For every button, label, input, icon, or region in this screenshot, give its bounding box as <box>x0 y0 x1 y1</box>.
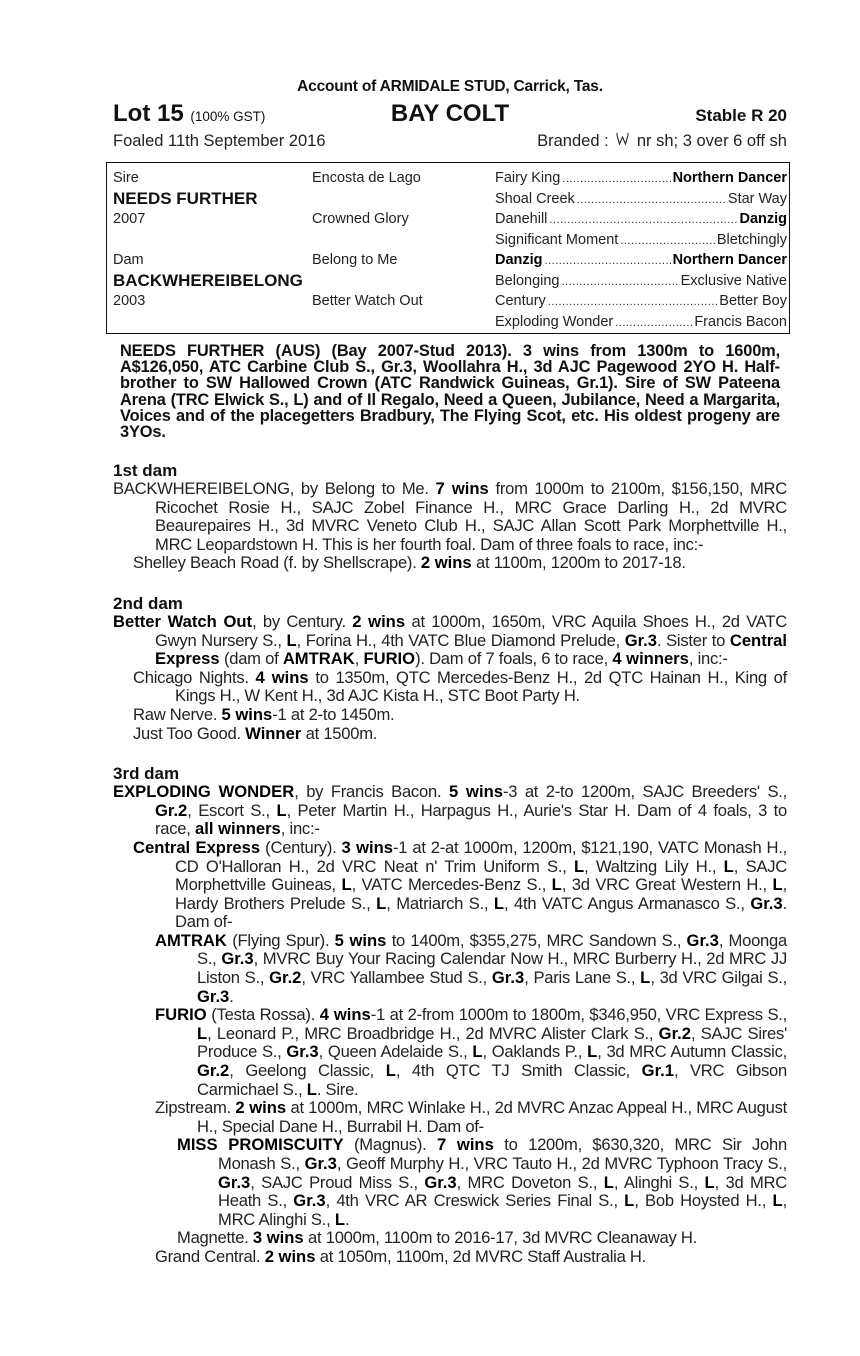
bold-text: L <box>376 893 387 913</box>
text-segment: to 1200m, $630,320, MRC Sir John Monash S., <box>218 1135 787 1173</box>
bold-text: Winner <box>245 723 302 743</box>
family-entry <box>113 480 787 554</box>
bold-text: L <box>472 1042 483 1062</box>
bold-text: 2 wins <box>352 611 406 631</box>
section-heading: 1st dam <box>113 461 178 480</box>
bold-text: Gr.3 <box>218 1172 251 1192</box>
bold-text: L <box>640 968 651 988</box>
text-segment: from 1000m to 2100m, $156,150, MRC Ricochet Rosie H., SAJC Zobel Finance H., MRC Grace Darling H., 2d MVRC Beaurepaires H., 3d MVRC Veneto Club H., SAJC Allan Scott Park Morphettville H., MRC Leopardstown H. This is her fourth foal. Dam of three foals to race, inc:- <box>155 479 787 554</box>
bold-text: 3 wins <box>252 1228 304 1248</box>
ancestor-sire: Star Way <box>727 190 787 207</box>
bold-text: FURIO <box>363 649 416 669</box>
bold-text: 7 wins <box>436 1135 494 1155</box>
bold-text: EXPLODING WONDER <box>113 782 295 802</box>
text-segment: , Moonga S., <box>197 930 787 969</box>
bold-text: 4 winners <box>612 649 689 669</box>
text-segment: , Bob Hoysted H., <box>634 1191 773 1211</box>
sire-year: 2007 <box>113 211 146 227</box>
family-entry <box>113 554 787 573</box>
foaled-date: Foaled 11th September 2016 <box>113 132 326 150</box>
bold-text: Gr.3 <box>624 630 657 650</box>
ancestor-sire: Bletchingly <box>716 231 787 248</box>
third-gen-ancestor <box>495 230 787 251</box>
third-gen-ancestor <box>495 209 787 230</box>
horse-description: BAY COLT <box>390 100 510 127</box>
sire-summary: NEEDS FURTHER (AUS) (Bay 2007-Stud 2013). 3 wins from 1300m to 1600m, A$126,050, ATC Carbine Club S., Gr.3, Woollahra H., 3d AJC Pagewood 2YO H. Half-brother to SW Hallowed Crown (ATC Randwick Guineas, Gr.1). Sire of SW Pateena Arena (TRC Elwick S., L) and of Il Regalo, Need a Queen, Jubilance, Need a Margarita, Voices and of the placegetters Bradbury, The Flying Scot, etc. His oldest progeny are 3YOs. <box>120 342 780 442</box>
bold-text: L <box>574 856 585 876</box>
sire-dam: Crowned Glory <box>312 211 409 227</box>
bold-text: L <box>286 630 297 650</box>
third-gen-ancestor <box>495 312 787 333</box>
text-segment: , SAJC Sires' Produce S., <box>197 1023 787 1062</box>
text-segment: , VRC Yallambee Stud S., <box>301 968 492 988</box>
ancestor-name: Danzig <box>495 252 543 268</box>
text-segment: . Sister to <box>657 630 730 650</box>
vendor-account: Account of ARMIDALE STUD, Carrick, Tas. <box>297 78 603 95</box>
family-entry <box>113 1006 787 1099</box>
ancestor-name: Shoal Creek <box>495 190 575 207</box>
ancestor-sire: Better Boy <box>719 293 787 309</box>
bold-text: 2 wins <box>420 553 472 573</box>
ancestor-sire: Northern Dancer <box>672 252 787 268</box>
text-segment: to 1350m, QTC Mercedes-Benz H., 2d QTC Hainan H., King of Kings H., W Kent H., 3d AJC Kista H., STC Boot Party H. <box>175 667 787 706</box>
text-segment: , inc:- <box>688 649 728 669</box>
dam-section <box>113 764 787 1266</box>
bold-text: Gr.3 <box>686 930 719 950</box>
text-segment: , VRC Gibson Carmichael S., <box>197 1061 787 1099</box>
bold-text: MISS PROMISCUITY <box>177 1135 344 1155</box>
text-segment: -1 at 2-at 1000m, 1200m, $121,190, VATC Monash H., CD O'Halloran H., 2d VRC Neat n' Trim Uniform S., <box>175 837 787 876</box>
text-segment: BACKWHEREIBELONG, by Belong to Me. <box>113 479 436 498</box>
text-segment: , SAJC Proud Miss S., <box>250 1172 425 1192</box>
bold-text: Gr.2 <box>155 800 188 820</box>
family-entry <box>113 839 787 932</box>
ancestor-sire: Francis Bacon <box>694 313 787 330</box>
gst-note: (100% GST) <box>190 109 266 124</box>
bold-text: L <box>587 1042 598 1062</box>
bold-text: AMTRAK <box>282 649 355 669</box>
text-segment: Raw Nerve. <box>133 704 222 724</box>
dot-leader <box>577 189 726 211</box>
ancestor-sire: Danzig <box>739 211 787 227</box>
bold-text: Gr.2 <box>197 1061 230 1081</box>
bold-text: 3 wins <box>341 837 393 857</box>
text-segment: . <box>344 1209 350 1229</box>
bold-text: 5 wins <box>221 704 273 724</box>
brand-info <box>537 128 787 154</box>
bold-text: Gr.3 <box>221 949 254 969</box>
text-segment: , 4th VRC AR Creswick Series Final S., <box>325 1191 625 1211</box>
bold-text: Gr.1 <box>641 1061 674 1081</box>
third-gen-ancestor <box>495 250 787 271</box>
text-segment: to 1400m, $355,275, MRC Sandown S., <box>386 930 687 950</box>
text-segment: , Escort S., <box>187 800 277 820</box>
lot-line <box>113 100 787 128</box>
dot-leader <box>545 250 671 272</box>
text-segment: Magnette. <box>177 1228 253 1248</box>
bold-text: Gr.3 <box>286 1042 319 1062</box>
dot-leader <box>615 312 692 334</box>
text-segment: . Dam of- <box>175 893 787 932</box>
text-segment: at 1050m, 1100m, 2d MVRC Staff Australia H. <box>315 1246 647 1266</box>
pedigree-table <box>106 162 790 334</box>
family-entry <box>113 783 787 839</box>
family-entry <box>113 1229 787 1248</box>
text-segment: , SAJC Morphettville Guineas, <box>175 856 787 895</box>
bold-text: Gr.2 <box>269 968 302 988</box>
bold-text: 4 wins <box>319 1005 371 1025</box>
third-gen-ancestor <box>495 189 787 210</box>
brand-mark-icon <box>616 128 629 154</box>
dot-leader <box>620 230 715 252</box>
foaled-line <box>113 128 787 154</box>
dot-leader <box>549 209 737 231</box>
dot-leader <box>562 271 679 293</box>
text-segment: (dam of <box>219 649 283 669</box>
bold-text: L <box>704 1172 715 1192</box>
sire-label: Sire <box>113 170 139 186</box>
text-segment: (Testa Rossa). <box>206 1005 320 1025</box>
dam-section <box>113 594 787 743</box>
bold-text: 7 wins <box>435 479 489 498</box>
text-segment: , by Francis Bacon. <box>294 782 449 802</box>
bold-text: Better Watch Out <box>113 611 253 631</box>
bold-text: L <box>334 1209 345 1229</box>
text-segment: , Geoff Murphy H., VRC Tauto H., 2d MVRC Typhoon Tracy S., <box>336 1154 787 1173</box>
pedigree-grid <box>113 168 785 332</box>
branded-detail: nr sh; 3 over 6 off sh <box>636 132 787 150</box>
text-segment: Grand Central. <box>155 1246 265 1266</box>
text-segment: , Matriarch S., <box>386 893 494 913</box>
dam-label: Dam <box>113 252 144 268</box>
text-segment: , <box>354 649 364 669</box>
dam-name: BACKWHEREIBELONG <box>113 270 303 290</box>
text-segment: at 1000m, 1650m, VRC Aquila Shoes H., 2d VATC Gwyn Nursery S., <box>155 611 787 650</box>
text-segment: (Century). <box>260 837 342 857</box>
text-segment: , Forina H., 4th VATC Blue Diamond Prelude, <box>296 630 625 650</box>
bold-text: L <box>385 1061 396 1081</box>
bold-text: L <box>772 1191 783 1211</box>
text-segment: , Hardy Brothers Prelude S., <box>175 875 787 913</box>
bold-text: L <box>493 893 505 913</box>
ancestor-name: Danehill <box>495 211 548 227</box>
dot-leader <box>562 168 670 190</box>
text-segment: at 1500m. <box>301 723 378 743</box>
bold-text: L <box>276 800 287 820</box>
dam-section <box>113 461 787 573</box>
ancestor-name: Belonging <box>495 272 560 289</box>
family-sections <box>113 461 787 1288</box>
text-segment: , Alinghi S., <box>613 1172 705 1192</box>
text-segment: , MVRC Buy Your Racing Calendar Now H., MRC Burberry H., 2d MRC JJ Liston S., <box>197 949 787 988</box>
text-segment: Chicago Nights. <box>133 667 256 687</box>
bold-text: L <box>341 875 352 895</box>
lot-label: Lot 15 <box>113 100 184 127</box>
bold-text: L <box>306 1079 317 1099</box>
text-segment: , inc:- <box>280 819 320 839</box>
bold-text: L <box>772 875 783 895</box>
ancestor-name: Fairy King <box>495 170 561 186</box>
text-segment: Zipstream. <box>155 1098 236 1118</box>
third-gen-ancestor <box>495 271 787 292</box>
text-segment: -1 at 2-to 1450m. <box>272 704 395 724</box>
family-entry <box>113 706 787 725</box>
text-segment: , 4th QTC TJ Smith Classic, <box>395 1061 642 1081</box>
text-segment: , 4th VATC Angus Armanasco S., <box>504 893 751 913</box>
text-segment: , 3d MRC Heath S., <box>218 1172 788 1211</box>
text-segment: Shelley Beach Road (f. by Shellscrape). <box>133 553 421 573</box>
bold-text: Gr.3 <box>424 1172 457 1192</box>
bold-text: L <box>551 875 562 895</box>
text-segment: , 3d MRC Autumn Classic, <box>597 1042 787 1062</box>
text-segment: , MRC Doveton S., <box>456 1172 604 1192</box>
dam-sire: Belong to Me <box>312 252 398 268</box>
bold-text: Gr.3 <box>304 1154 337 1173</box>
bold-text: 2 wins <box>235 1098 287 1118</box>
bold-text: Central Express <box>155 630 788 669</box>
bold-text: all winners <box>195 819 281 839</box>
bold-text: L <box>197 1023 208 1043</box>
section-heading: 3rd dam <box>113 764 180 784</box>
family-entry <box>113 1136 787 1229</box>
bold-text: FURIO <box>155 1005 207 1025</box>
text-segment: , Geelong Classic, <box>229 1061 386 1081</box>
bold-text: 5 wins <box>448 782 503 802</box>
text-segment: , 3d VRC Gilgai S., <box>650 968 787 988</box>
text-segment: , 3d VRC Great Western H., <box>561 875 773 895</box>
bold-text: 4 wins <box>255 667 309 687</box>
third-gen-ancestor <box>495 168 787 189</box>
text-segment: at 1000m, 1100m to 2016-17, 3d MVRC Cleanaway H. <box>303 1228 697 1248</box>
family-entry <box>113 725 787 744</box>
section-heading: 2nd dam <box>113 593 183 613</box>
text-segment: . <box>229 986 234 1006</box>
text-segment: , Leonard P., MRC Broadbridge H., 2d MVRC Alister Clark S., <box>207 1023 659 1043</box>
ancestor-sire: Exclusive Native <box>680 272 787 289</box>
bold-text: Gr.3 <box>293 1191 326 1211</box>
text-segment: , Peter Martin H., Harpagus H., Aurie's Star H. Dam of 4 foals, 3 to race, <box>155 800 787 839</box>
bold-text: AMTRAK <box>155 930 227 950</box>
bold-text: L <box>624 1191 635 1211</box>
text-segment: Just Too Good. <box>133 723 246 743</box>
bold-text: 2 wins <box>264 1246 316 1266</box>
text-segment: , MRC Alinghi S., <box>218 1191 787 1229</box>
family-entry <box>113 669 787 706</box>
family-entry <box>113 613 787 669</box>
text-segment: , Queen Adelaide S., <box>318 1042 473 1062</box>
bold-text: Gr.3 <box>491 968 525 988</box>
dam-year: 2003 <box>113 293 146 309</box>
text-segment: , VATC Mercedes-Benz S., <box>351 875 552 895</box>
bold-text: L <box>603 1172 614 1192</box>
text-segment: . Sire. <box>316 1079 359 1099</box>
text-segment: , by Century. <box>252 611 353 631</box>
text-segment: -1 at 2-from 1000m to 1800m, $346,950, VRC Express S., <box>370 1005 787 1025</box>
stable-location: Stable R 20 <box>695 106 787 125</box>
text-segment: at 1000m, MRC Winlake H., 2d MVRC Anzac Appeal H., MRC August H., Special Dane H., Burrabil H. Dam of- <box>197 1098 787 1136</box>
text-segment: ). Dam of 7 foals, 6 to race, <box>415 649 613 669</box>
sire-sire: Encosta de Lago <box>312 170 421 186</box>
text-segment: , Paris Lane S., <box>524 968 641 988</box>
ancestor-name: Significant Moment <box>495 231 619 248</box>
sire-name: NEEDS FURTHER <box>113 188 258 208</box>
text-segment: -3 at 2-to 1200m, SAJC Breeders' S., <box>502 782 787 802</box>
family-entry <box>113 1248 787 1267</box>
bold-text: L <box>723 856 734 876</box>
text-segment: (Magnus). <box>343 1135 437 1155</box>
family-entry <box>113 1099 787 1136</box>
bold-text: Gr.3 <box>750 893 783 913</box>
dam-dam: Better Watch Out <box>312 293 423 309</box>
family-entry <box>113 932 787 1006</box>
text-segment: at 1100m, 1200m to 2017-18. <box>471 553 686 573</box>
text-segment: (Flying Spur). <box>226 930 335 950</box>
text-segment: , Waltzing Lily H., <box>584 856 724 876</box>
ancestor-sire: Northern Dancer <box>672 170 787 186</box>
ancestor-name: Century <box>495 293 546 309</box>
bold-text: 5 wins <box>334 930 387 950</box>
branded-label: Branded : <box>537 132 609 150</box>
catalogue-header <box>113 76 787 154</box>
bold-text: Gr.2 <box>658 1023 691 1043</box>
bold-text: Central Express <box>133 837 261 857</box>
ancestor-name: Exploding Wonder <box>495 313 614 330</box>
text-segment: , Oaklands P., <box>482 1042 588 1062</box>
dot-leader <box>548 291 718 313</box>
bold-text: Gr.3 <box>197 986 230 1006</box>
third-gen-ancestor <box>495 291 787 312</box>
